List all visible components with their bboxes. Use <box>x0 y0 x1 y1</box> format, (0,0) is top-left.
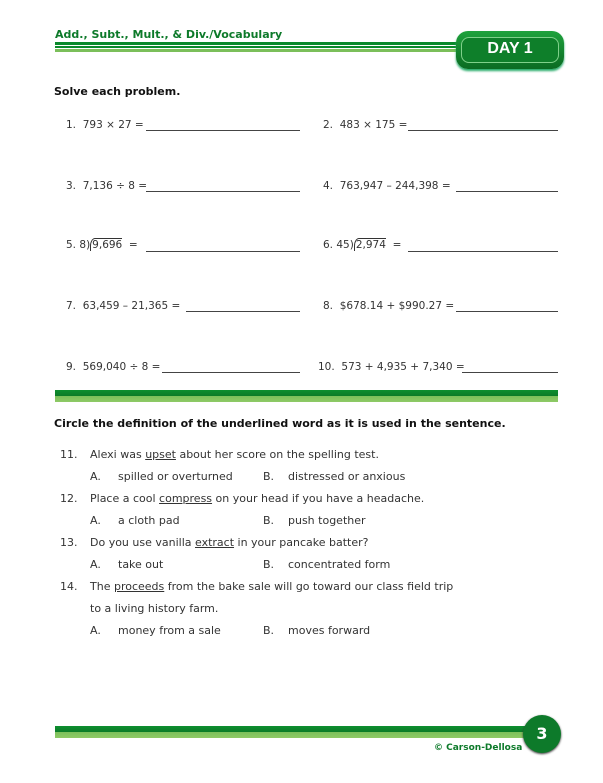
answer-blank-1[interactable] <box>146 130 300 131</box>
underlined-word: proceeds <box>113 580 165 593</box>
part2-instruction: Circle the definition of the underlined word as it is used in the sentence. <box>54 417 506 430</box>
option-b-label: B. <box>263 624 275 637</box>
problem-2: 2. 483 × 175 = <box>323 119 408 131</box>
problem-9: 9. 569,040 ÷ 8 = <box>66 361 161 373</box>
problem-1: 1. 793 × 27 = <box>66 119 144 131</box>
question-11-option-a[interactable]: spilled or overturned <box>118 470 233 483</box>
answer-blank-4[interactable] <box>456 191 558 192</box>
underlined-word: compress <box>159 492 213 505</box>
question-11-number: 11. <box>60 448 78 461</box>
answer-blank-9[interactable] <box>162 372 300 373</box>
problem-10: 10. 573 + 4,935 + 7,340 = <box>318 361 465 373</box>
division-bracket: 9,696 <box>92 239 123 251</box>
option-a-label: A. <box>90 558 101 571</box>
answer-blank-7[interactable] <box>186 311 300 312</box>
question-14-sentence: The proceeds from the bake sale will go toward our class field trip <box>90 580 454 593</box>
question-14-option-b[interactable]: moves forward <box>288 624 371 637</box>
footer-bar <box>55 726 535 738</box>
question-14-number: 14. <box>60 580 78 593</box>
answer-blank-3[interactable] <box>146 191 300 192</box>
answer-blank-5[interactable] <box>146 251 300 252</box>
question-13-number: 13. <box>60 536 78 549</box>
problem-5: 5. 8) 9,696 = <box>66 239 138 251</box>
option-b-label: B. <box>263 470 275 483</box>
underlined-word: upset <box>145 448 176 461</box>
division-bracket: 2,974 <box>355 239 386 251</box>
problem-6: 6. 45) 2,974 = <box>323 239 402 251</box>
option-a-label: A. <box>90 514 101 527</box>
option-b-label: B. <box>263 558 275 571</box>
question-12-option-b[interactable]: push together <box>288 514 366 527</box>
question-11-sentence: Alexi was upset about her score on the spelling test. <box>90 448 379 461</box>
header-bar <box>55 42 475 52</box>
option-a-label: A. <box>90 624 101 637</box>
problem-8: 8. $678.14 + $990.27 = <box>323 300 455 312</box>
question-13-sentence: Do you use vanilla extract in your pancake batter? <box>90 536 369 549</box>
copyright: © Carson-Dellosa <box>434 743 523 753</box>
day-tab <box>456 31 564 69</box>
section-topic: Add., Subt., Mult., & Div./Vocabulary <box>55 28 283 41</box>
part1-instruction: Solve each problem. <box>54 85 181 98</box>
question-12-number: 12. <box>60 492 78 505</box>
problem-3: 3. 7,136 ÷ 8 = <box>66 180 148 192</box>
question-13-option-a[interactable]: take out <box>118 558 164 571</box>
underlined-word: extract <box>195 536 235 549</box>
question-13-option-b[interactable]: concentrated form <box>288 558 391 571</box>
problem-4: 4. 763,947 – 244,398 = <box>323 180 451 192</box>
day-label: DAY 1 <box>487 40 533 57</box>
answer-blank-6[interactable] <box>408 251 558 252</box>
question-14-sentence-line2: to a living history farm. <box>90 602 219 615</box>
answer-blank-10[interactable] <box>462 372 558 373</box>
answer-blank-8[interactable] <box>456 311 558 312</box>
question-11-option-b[interactable]: distressed or anxious <box>288 470 406 483</box>
question-12-sentence: Place a cool compress on your head if you have a headache. <box>90 492 425 505</box>
option-b-label: B. <box>263 514 275 527</box>
section-divider <box>55 390 558 402</box>
problem-7: 7. 63,459 – 21,365 = <box>66 300 181 312</box>
answer-blank-2[interactable] <box>408 130 558 131</box>
question-14-option-a[interactable]: money from a sale <box>118 624 221 637</box>
page-number: 3 <box>523 715 561 753</box>
question-12-option-a[interactable]: a cloth pad <box>118 514 180 527</box>
option-a-label: A. <box>90 470 101 483</box>
